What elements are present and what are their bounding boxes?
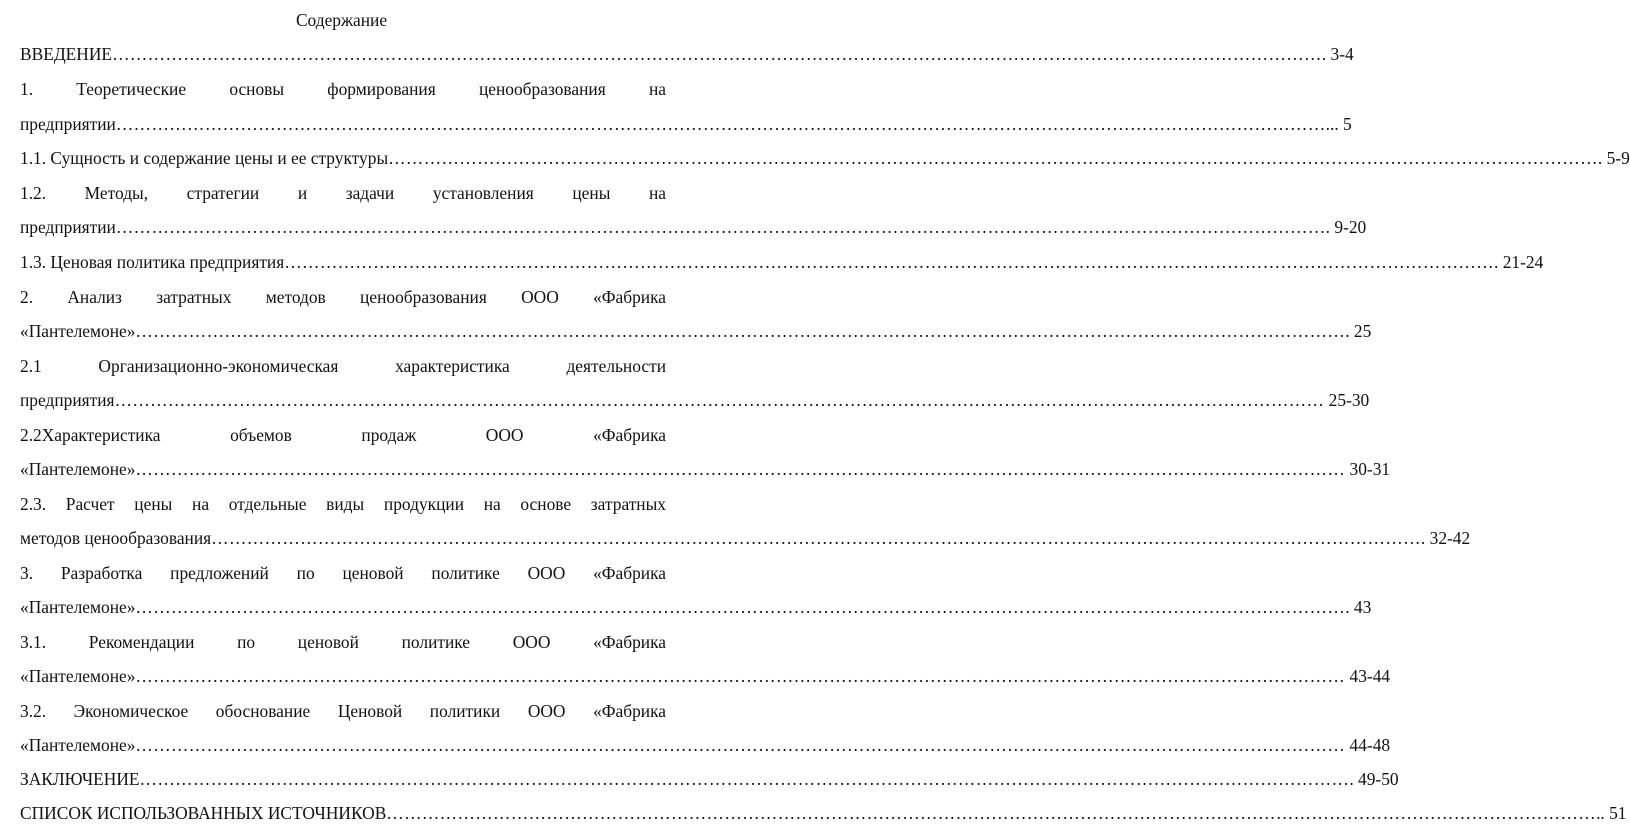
toc-entry-2-1-line-2[interactable] [20,388,1370,412]
toc-page-number: . 25 [1345,321,1372,341]
toc-entry-text: «Пантелемоне» [20,321,136,341]
toc-leader-dots: …………………………………………………………………………………………………………………………………………………………………………………… [135,459,1346,479]
toc-entry-text: 1.1. Сущность и содержание цены и ее структуры [20,148,389,168]
toc-entry-text: «Пантелемоне» [20,666,136,686]
toc-entry-2-line-2[interactable] [20,319,1372,343]
page-title: Содержание [295,10,388,30]
toc-entry-2-1-line-1[interactable]: 2.1 Организационно-экономическая характеристика деятельности [20,356,666,376]
toc-entry-text: ЗАКЛЮЧЕНИЕ [20,769,140,789]
toc-page-number: . 5-9 [1597,148,1630,168]
toc-entry-text: «Пантелемоне» [20,597,136,617]
toc-leader-dots: …………………………………………………………………………………………………………………………………………………………………………………… [114,390,1325,410]
toc-entry-3-2-line-2[interactable] [20,733,1391,757]
toc-page-number: . 21-24 [1494,252,1544,272]
toc-entry-text: предприятии [20,114,116,134]
toc-page-number: . 9-20 [1325,217,1367,237]
toc-entry-3-1-line-2[interactable] [20,664,1391,688]
toc-leader-dots: …………………………………………………………………………………………………………………………………………………………………………………… [115,217,1326,237]
toc-page-number: 30-31 [1345,459,1391,479]
toc-entry-3-line-1[interactable]: 3. Разработка предложений по ценовой политике ООО «Фабрика [20,563,666,583]
toc-entry-2-line-1[interactable]: 2. Анализ затратных методов ценообразования ООО «Фабрика [20,287,666,307]
toc-entry-2-2-line-1[interactable]: 2.2Характеристика объемов продаж ООО «Фабрика [20,425,666,445]
toc-leader-dots: …………………………………………………………………………………………………………………………………………………………………………………… [135,321,1346,341]
toc-entry-introduction[interactable] [20,42,1354,66]
toc-entry-text: предприятии [20,217,116,237]
toc-entry-text: методов ценообразования [20,528,212,548]
toc-entry-text: СПИСОК ИСПОЛЬЗОВАННЫХ ИСТОЧНИКОВ [20,803,387,823]
toc-leader-dots: …………………………………………………………………………………………………………………………………………………………………………………… [112,44,1322,64]
toc-leader-dots: …………………………………………………………………………………………………………………………………………………………………………………… [135,597,1346,617]
toc-entry-text: «Пантелемоне» [20,735,136,755]
toc-leader-dots: …………………………………………………………………………………………………………………………………………………………………………………… [388,148,1598,168]
toc-leader-dots: …………………………………………………………………………………………………………………………………………………………………………………… [386,803,1597,823]
toc-entry-3-1-line-1[interactable]: 3.1. Рекомендации по ценовой политике ООО «Фабрика [20,632,666,652]
toc-leader-dots: …………………………………………………………………………………………………………………………………………………………………………………… [135,735,1346,755]
toc-entry-1-2-line-1[interactable]: 1.2. Методы, стратегии и задачи установления цены на [20,183,666,203]
toc-leader-dots: …………………………………………………………………………………………………………………………………………………………………………………… [211,528,1421,548]
toc-entry-1-3[interactable] [20,250,1544,274]
toc-entry-conclusion[interactable] [20,767,1399,791]
toc-page-number: 44-48 [1345,735,1391,755]
toc-page-number: . 32-42 [1420,528,1471,548]
toc-entry-1-line-1[interactable]: 1. Теоретические основы формирования ценообразования на [20,79,666,99]
toc-entry-references[interactable] [20,801,1627,825]
toc-entry-1-1[interactable] [20,146,1630,170]
toc-leader-dots: …………………………………………………………………………………………………………………………………………………………………………………… [139,769,1350,789]
toc-entry-2-3-line-1[interactable]: 2.3. Расчет цены на отдельные виды продукции на основе затратных [20,494,666,514]
toc-entry-text: «Пантелемоне» [20,459,136,479]
toc-page-number: 43-44 [1345,666,1391,686]
toc-entry-text: ВВЕДЕНИЕ [20,44,113,64]
toc-page-number: 25-30 [1324,390,1370,410]
toc-page-number: . 49-50 [1349,769,1399,789]
toc-entry-1-2-line-2[interactable] [20,215,1367,239]
toc-entry-text: предприятия [20,390,115,410]
toc-entry-3-line-2[interactable] [20,595,1372,619]
toc-entry-text: 1.3. Ценовая политика предприятия [20,252,285,272]
toc-entry-1-line-2[interactable] [20,112,1352,136]
toc-page-number: .. 51 [1596,803,1627,823]
toc-leader-dots: …………………………………………………………………………………………………………………………………………………………………………………… [284,252,1494,272]
toc-page-number: . 3-4 [1321,44,1354,64]
toc-page-number: . 43 [1345,597,1372,617]
toc-leader-dots: …………………………………………………………………………………………………………………………………………………………………………………… [115,114,1326,134]
toc-entry-2-2-line-2[interactable] [20,457,1391,481]
toc-entry-3-2-line-1[interactable]: 3.2. Экономическое обоснование Ценовой политики ООО «Фабрика [20,701,666,721]
toc-page-number: ... 5 [1325,114,1352,134]
toc-entry-2-3-line-2[interactable] [20,526,1471,550]
toc-leader-dots: …………………………………………………………………………………………………………………………………………………………………………………… [135,666,1346,686]
